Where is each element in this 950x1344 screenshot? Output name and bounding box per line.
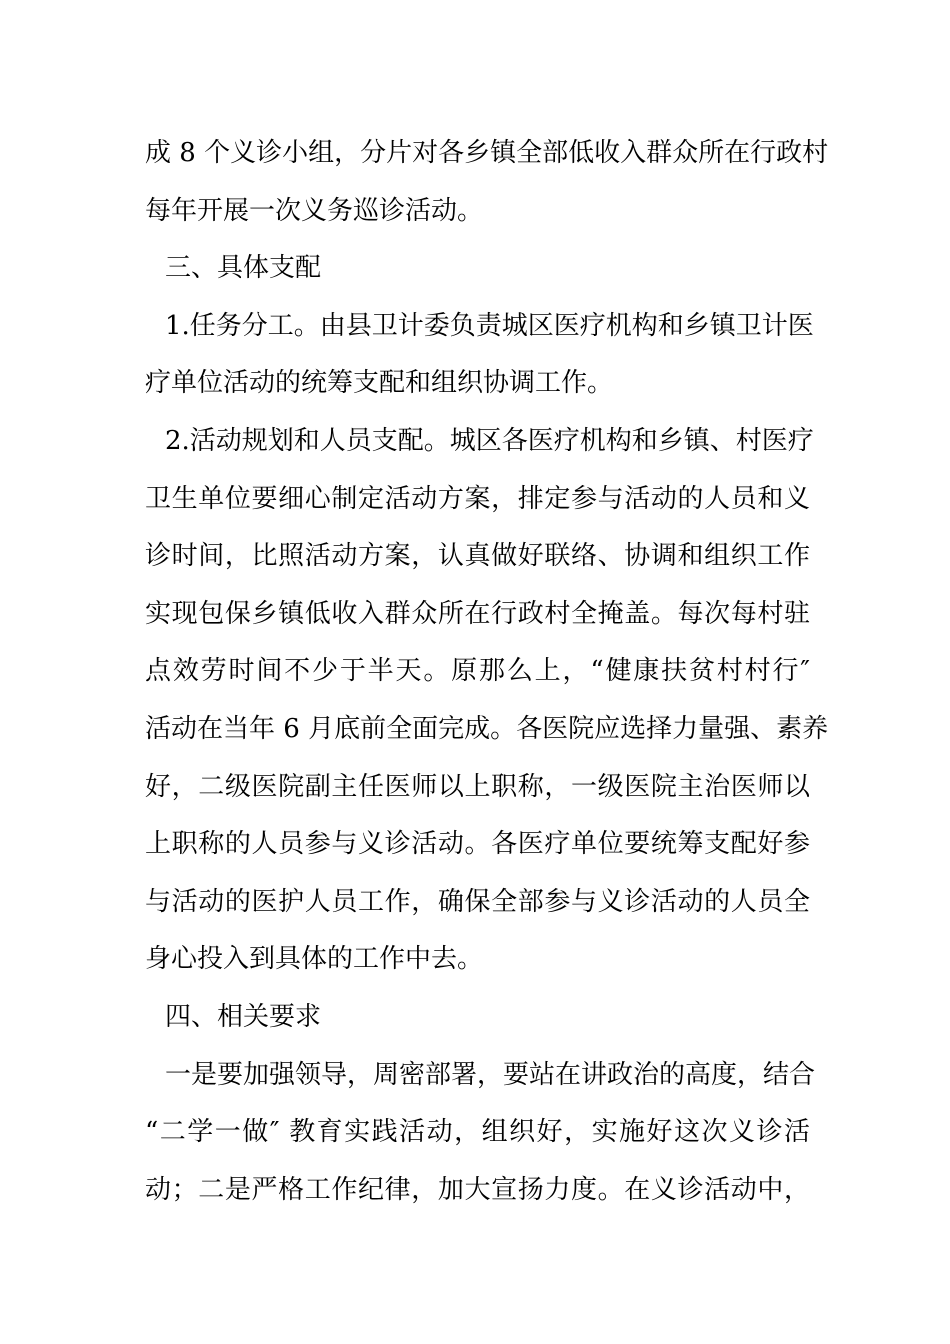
text-line: 一是要加强领导，周密部署，要站在讲政治的高度，结合 (165, 1059, 816, 1090)
text-line: 活动在当年 6 月底前全面完成。各医院应选择力量强、素养 (145, 713, 829, 744)
text-line: 身心投入到具体的工作中去。 (145, 944, 484, 975)
text-line: 好，二级医院副主任医师以上职称，一级医院主治医师以 (145, 771, 810, 802)
text-line: 疗单位活动的统筹支配和组织协调工作。 (145, 368, 614, 399)
text-line: 点效劳时间不少于半天。原那么上，“健康扶贫村村行″ (145, 656, 810, 687)
text-line: 与活动的医护人员工作，确保全部参与义诊活动的人员全 (145, 886, 810, 917)
text-line: 每年开展一次义务巡诊活动。 (145, 195, 484, 226)
text-line: 动；二是严格工作纪律，加大宣扬力度。在义诊活动中， (145, 1174, 810, 1205)
text-line: 1.任务分工。由县卫计委负责城区医疗机构和乡镇卫计医 (165, 310, 814, 341)
text-line: “二学一做″ 教育实践活动，组织好，实施好这次义诊活 (145, 1117, 810, 1148)
text-line: 上职称的人员参与义诊活动。各医疗单位要统筹支配好参 (145, 829, 810, 860)
section-heading: 三、具体支配 (165, 253, 322, 284)
text-line: 2.活动规划和人员支配。城区各医疗机构和乡镇、村医疗 (165, 425, 814, 456)
text-line: 诊时间，比照活动方案，认真做好联络、协调和组织工作 (145, 541, 810, 572)
text-line: 实现包保乡镇低收入群众所在行政村全掩盖。每次每村驻 (145, 598, 810, 629)
section-heading: 四、相关要求 (165, 1001, 322, 1032)
text-line: 成 8 个义诊小组，分片对各乡镇全部低收入群众所在行政村 (145, 138, 829, 168)
text-line: 卫生单位要细心制定活动方案，排定参与活动的人员和义 (145, 483, 810, 514)
document-body (145, 125, 829, 1219)
